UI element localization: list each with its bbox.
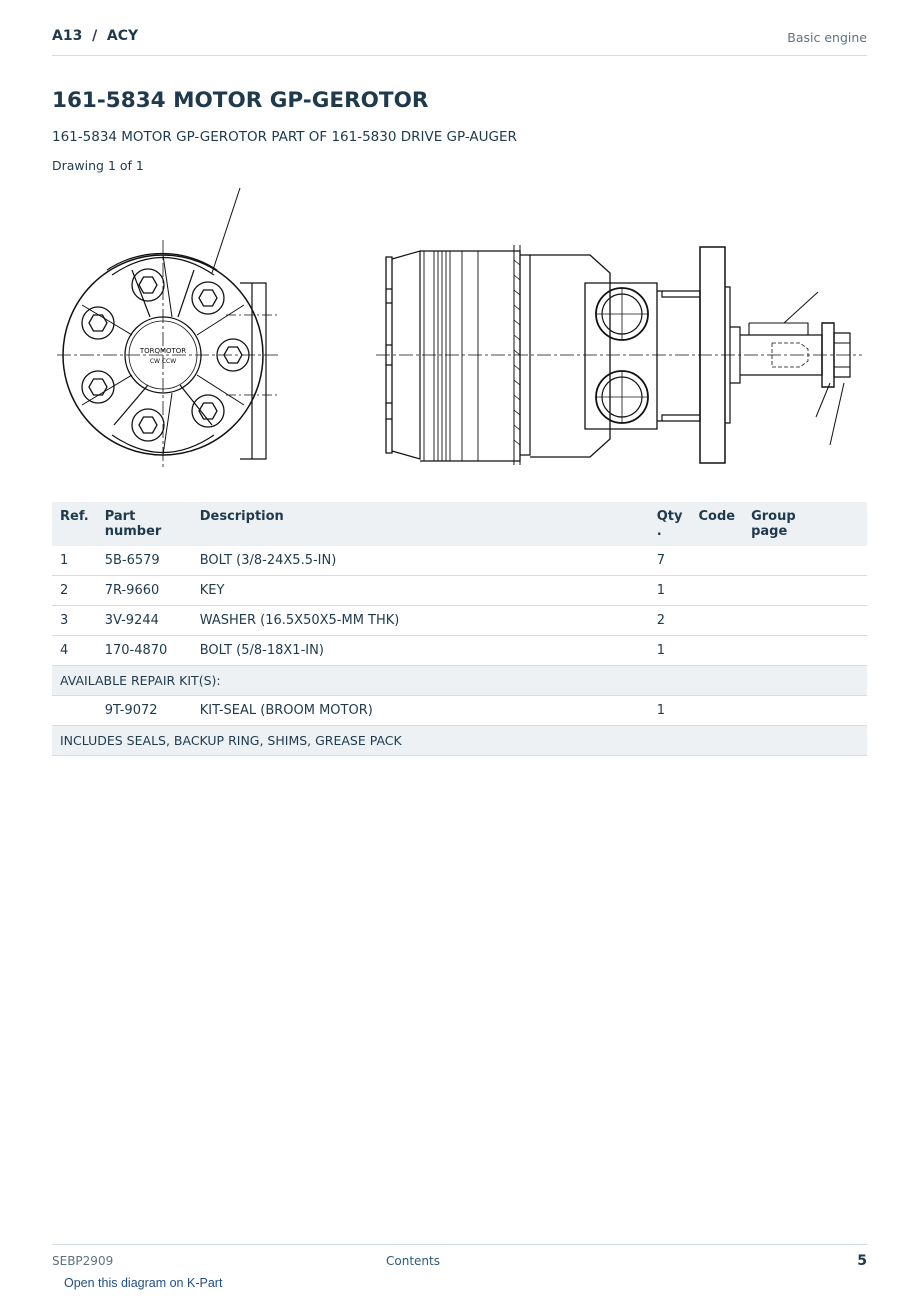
- cell-ref: 2: [52, 576, 97, 606]
- cell-code: [690, 696, 743, 726]
- svg-text:CW CCW: CW CCW: [149, 358, 177, 365]
- cell-part-number[interactable]: 7R-9660: [97, 576, 192, 606]
- cell-code: [690, 606, 743, 636]
- col-group-line1: Group: [751, 509, 796, 524]
- cell-qty: 1: [649, 636, 691, 666]
- cell-group-page: [743, 636, 867, 666]
- cell-code: [690, 636, 743, 666]
- motor-drawing[interactable]: [52, 185, 867, 475]
- document-id: SEBP2909: [52, 1254, 114, 1268]
- cell-code: [690, 576, 743, 606]
- table-row: [52, 546, 867, 576]
- col-code: Code: [690, 502, 743, 546]
- page-footer: [52, 1244, 867, 1275]
- cell-group-page: [743, 576, 867, 606]
- cell-part-number[interactable]: 9T-9072: [97, 696, 192, 726]
- col-qty-line2: .: [656, 524, 662, 539]
- col-group-page: [743, 502, 867, 546]
- page-subtitle: 161-5834 MOTOR GP-GEROTOR PART OF 161-5830 DRIVE GP-AUGER: [52, 129, 517, 145]
- table-row: [52, 576, 867, 606]
- table-row: [52, 636, 867, 666]
- drawing-count: Drawing 1 of 1: [52, 158, 144, 173]
- contents-link[interactable]: Contents: [386, 1254, 440, 1268]
- cell-group-page: [743, 606, 867, 636]
- kpart-link[interactable]: Open this diagram on K-Part: [64, 1276, 223, 1290]
- col-qty-line1: Qty: [656, 509, 683, 524]
- repair-kit-label: AVAILABLE REPAIR KIT(S):: [52, 666, 867, 696]
- page-header: [52, 28, 867, 56]
- cell-description: KIT-SEAL (BROOM MOTOR): [192, 696, 649, 726]
- cell-description: BOLT (3/8-24X5.5-IN): [192, 546, 649, 576]
- cell-group-page: [743, 696, 867, 726]
- cell-qty: 1: [649, 696, 691, 726]
- cell-group-page: [743, 546, 867, 576]
- cell-description: BOLT (5/8-18X1-IN): [192, 636, 649, 666]
- kit-note: INCLUDES SEALS, BACKUP RING, SHIMS, GREASE PACK: [52, 726, 867, 756]
- cell-part-number[interactable]: 3V-9244: [97, 606, 192, 636]
- table-row: [52, 696, 867, 726]
- col-description: Description: [192, 502, 649, 546]
- table-row: [52, 606, 867, 636]
- breadcrumb[interactable]: A13 / ACY: [52, 28, 139, 44]
- page-number: 5: [857, 1253, 867, 1269]
- section-label: Basic engine: [787, 30, 867, 45]
- col-group-line2: page: [751, 524, 788, 539]
- page-title: 161-5834 MOTOR GP-GEROTOR: [52, 88, 429, 113]
- cell-part-number[interactable]: 5B-6579: [97, 546, 192, 576]
- side-view: [376, 245, 862, 465]
- cell-ref: 4: [52, 636, 97, 666]
- cell-description: WASHER (16.5X50X5-MM THK): [192, 606, 649, 636]
- table-header-row: [52, 502, 867, 546]
- col-part-number: Part number: [97, 502, 192, 546]
- col-ref: Ref.: [52, 502, 97, 546]
- cell-qty: 7: [649, 546, 691, 576]
- cell-qty: 1: [649, 576, 691, 606]
- col-qty: [649, 502, 691, 546]
- cell-ref: [52, 696, 97, 726]
- svg-text:TORQMOTOR: TORQMOTOR: [139, 347, 187, 355]
- cell-ref: 1: [52, 546, 97, 576]
- repair-kit-header-row: [52, 666, 867, 696]
- cell-part-number[interactable]: 170-4870: [97, 636, 192, 666]
- front-view: [57, 188, 280, 470]
- cell-code: [690, 546, 743, 576]
- cell-description: KEY: [192, 576, 649, 606]
- cell-qty: 2: [649, 606, 691, 636]
- kit-note-row: [52, 726, 867, 756]
- parts-table: [52, 502, 867, 756]
- cell-ref: 3: [52, 606, 97, 636]
